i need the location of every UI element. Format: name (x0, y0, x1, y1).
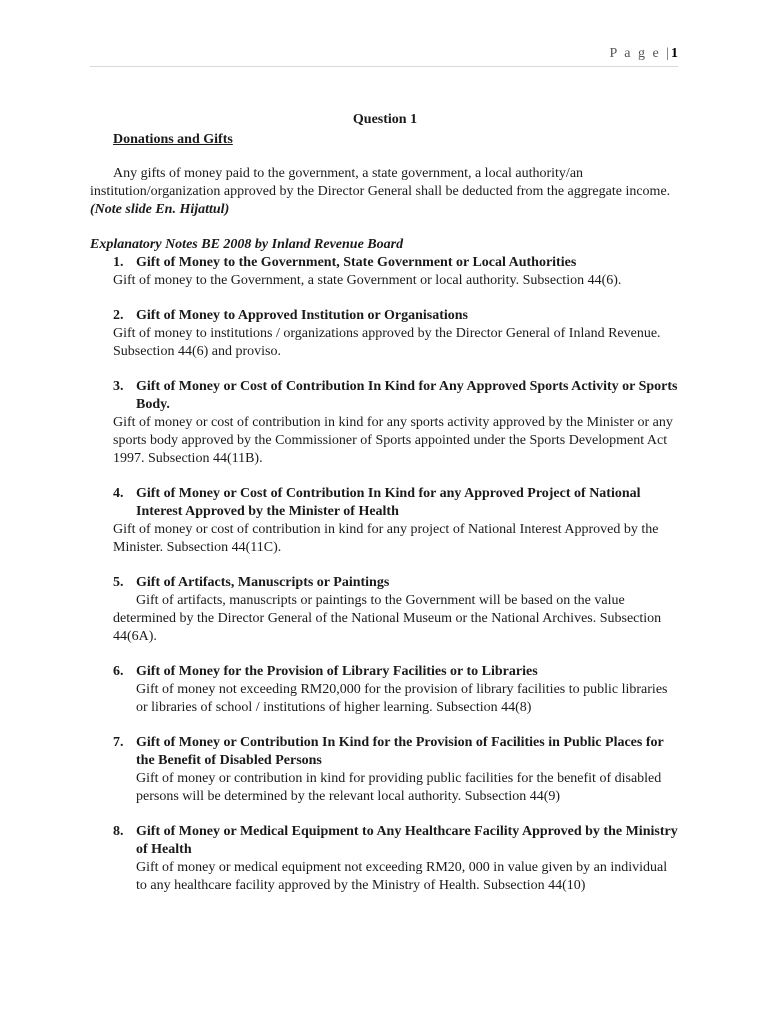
list-item-5 (90, 574, 680, 646)
item-number: 2. (113, 308, 124, 323)
document-body (90, 111, 680, 895)
item-heading (90, 734, 680, 770)
item-title: Gift of Money or Cost of Contribution In Kind for Any Approved Sports Activity or Sports Body. (136, 379, 678, 412)
item-body: Gift of money or cost of contribution in kind for any sports activity approved by the Minister or any sports body approved by the Commissioner of Sports appointed under the Sports Development Act 1997. Subsection 44(11B). (113, 415, 673, 466)
item-number: 3. (113, 379, 124, 394)
item-heading (90, 485, 680, 521)
page-header (90, 44, 678, 67)
item-number: 5. (113, 575, 124, 590)
item-body: Gift of money or cost of contribution in kind for any project of National Interest Approved by the Minister. Subsection 44(11C). (113, 522, 659, 555)
item-body: Gift of money or medical equipment not exceeding RM20, 000 in value given by an individual to any healthcare facility approved by the Ministry of Health. Subsection 44(10) (136, 860, 668, 893)
item-heading (90, 378, 680, 414)
page-number-value: 1 (671, 46, 678, 61)
question-title: Question 1 (352, 112, 418, 127)
item-number: 8. (113, 824, 124, 839)
item-body: Gift of money to institutions / organizations approved by the Director General of Inland Revenue. Subsection 44(6) and proviso. (113, 326, 661, 359)
item-body: Gift of money to the Government, a state Government or local authority. Subsection 44(6). (113, 273, 622, 288)
section-heading: Donations and Gifts (113, 132, 233, 147)
item-body: Gift of artifacts, manuscripts or paintings to the Government will be based on the value determined by the Director General of the National Museum or the National Archives. Subsection 44(6A). (113, 593, 662, 644)
list-item-4 (90, 485, 680, 557)
intro-paragraph (90, 165, 680, 219)
item-title: Gift of Money to Approved Institution or Organisations (136, 308, 469, 323)
item-heading (90, 574, 680, 592)
list-item-7 (90, 734, 680, 806)
item-title: Gift of Money for the Provision of Library Facilities or to Libraries (136, 664, 538, 679)
page-number (610, 46, 679, 62)
item-heading (90, 663, 680, 681)
list-item-2 (90, 307, 680, 361)
item-title: Gift of Money to the Government, State Government or Local Authorities (136, 255, 577, 270)
item-title: Gift of Money or Cost of Contribution In Kind for any Approved Project of National Interest Approved by the Minister of Health (136, 486, 641, 519)
item-heading (90, 307, 680, 325)
item-heading (90, 254, 680, 272)
item-number: 6. (113, 664, 124, 679)
item-heading (90, 823, 680, 859)
list-item-6 (90, 663, 680, 717)
explanatory-heading: Explanatory Notes BE 2008 by Inland Revenue Board (90, 237, 404, 252)
item-title: Gift of Artifacts, Manuscripts or Paintings (136, 575, 390, 590)
intro-note: (Note slide En. Hijattul) (90, 202, 230, 217)
item-number: 1. (113, 255, 124, 270)
list-item-3 (90, 378, 680, 468)
item-body: Gift of money not exceeding RM20,000 for the provision of library facilities to public libraries or libraries of school / institutions of higher learning. Subsection 44(8) (136, 682, 668, 715)
item-number: 4. (113, 486, 124, 501)
list-item-1 (90, 254, 680, 290)
intro-text: Any gifts of money paid to the government, a state government, a local authority/an institution/organization approved by the Director General shall be deducted from the aggregate income. (90, 166, 671, 199)
item-title: Gift of Money or Medical Equipment to Any Healthcare Facility Approved by the Ministry of Health (136, 824, 678, 857)
item-number: 7. (113, 735, 124, 750)
list-item-8 (90, 823, 680, 895)
page-label: P a g e | (609, 46, 671, 61)
item-body: Gift of money or contribution in kind for providing public facilities for the benefit of disabled persons will be determined by the relevant local authority. Subsection 44(9) (136, 771, 662, 804)
item-title: Gift of Money or Contribution In Kind for the Provision of Facilities in Public Places for the Benefit of Disabled Persons (136, 735, 664, 768)
